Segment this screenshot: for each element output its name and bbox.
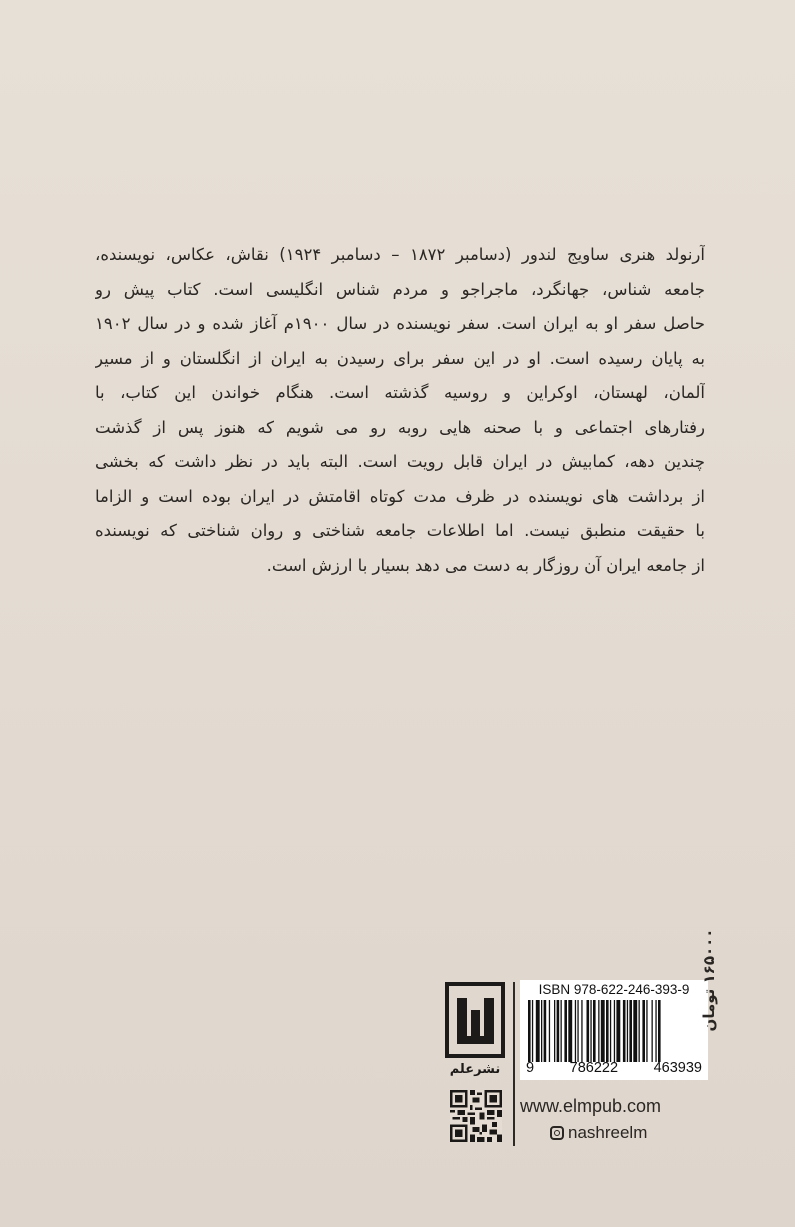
description-line: چندین دهه، کمابیش در ایران قابل رویت است. البته باید در نظر داشت که بخشی <box>95 452 705 471</box>
instagram-text: nashreelm <box>568 1123 648 1142</box>
price-label: ۱۶۵۰۰۰ تومان <box>700 928 718 1032</box>
publisher-website: www.elmpub.com <box>520 1096 662 1116</box>
description-line: آلمان، لهستان، اوکراین و روسیه گذشته است. هنگام خواندن این کتاب، با <box>95 383 705 402</box>
publisher-logo-icon <box>443 980 507 1070</box>
barcode-digit-first: 9 <box>526 1060 535 1076</box>
divider-line <box>513 982 515 1146</box>
description-line: از جامعه ایران آن روزگار به دست می دهد بسیار با ارزش است. <box>266 555 705 575</box>
description-line: با حقیقت منطبق نیست. اما اطلاعات جامعه شناختی و روان شناختی که نویسنده <box>95 521 705 540</box>
isbn-number: ISBN 978-622-246-393-9 <box>538 982 690 997</box>
barcode-digit-group: 463939 <box>653 1060 702 1076</box>
description-line: از برداشت های نویسنده در ظرف مدت کوتاه اقامتش در ایران بوده است و الزاما <box>95 486 705 506</box>
description-line: رفتارهای اجتماعی و با صحنه هایی روبه رو می شویم که هنوز پس از گذشت <box>95 417 705 437</box>
instagram-handle <box>550 1123 647 1143</box>
description-line: آرنولد هنری ساویج لندور (دسامبر ۱۸۷۲ – دسامبر ۱۹۲۴) نقاش، عکاس، نویسنده، <box>95 245 705 264</box>
publisher-name: نشرعلم <box>449 1062 501 1077</box>
description-line: حاصل سفر او به ایران است. سفر نویسنده در سال ۱۹۰۰م آغاز شده و در سال ۱۹۰۲ <box>95 314 705 333</box>
description-line: به پایان رسیده است. او در این سفر برای رسیدن به ایران از انگلستان و از مسیر <box>95 348 705 368</box>
barcode-icon <box>526 1000 702 1062</box>
qr-code-icon <box>450 1090 502 1142</box>
book-description <box>95 238 705 583</box>
instagram-icon <box>550 1126 564 1140</box>
barcode-digits <box>522 1060 706 1076</box>
description-line: جامعه شناس، جهانگرد، ماجراجو و مردم شناس انگلیسی است. کتاب پیش رو <box>95 279 705 299</box>
barcode-digit-group: 786222 <box>569 1060 619 1076</box>
